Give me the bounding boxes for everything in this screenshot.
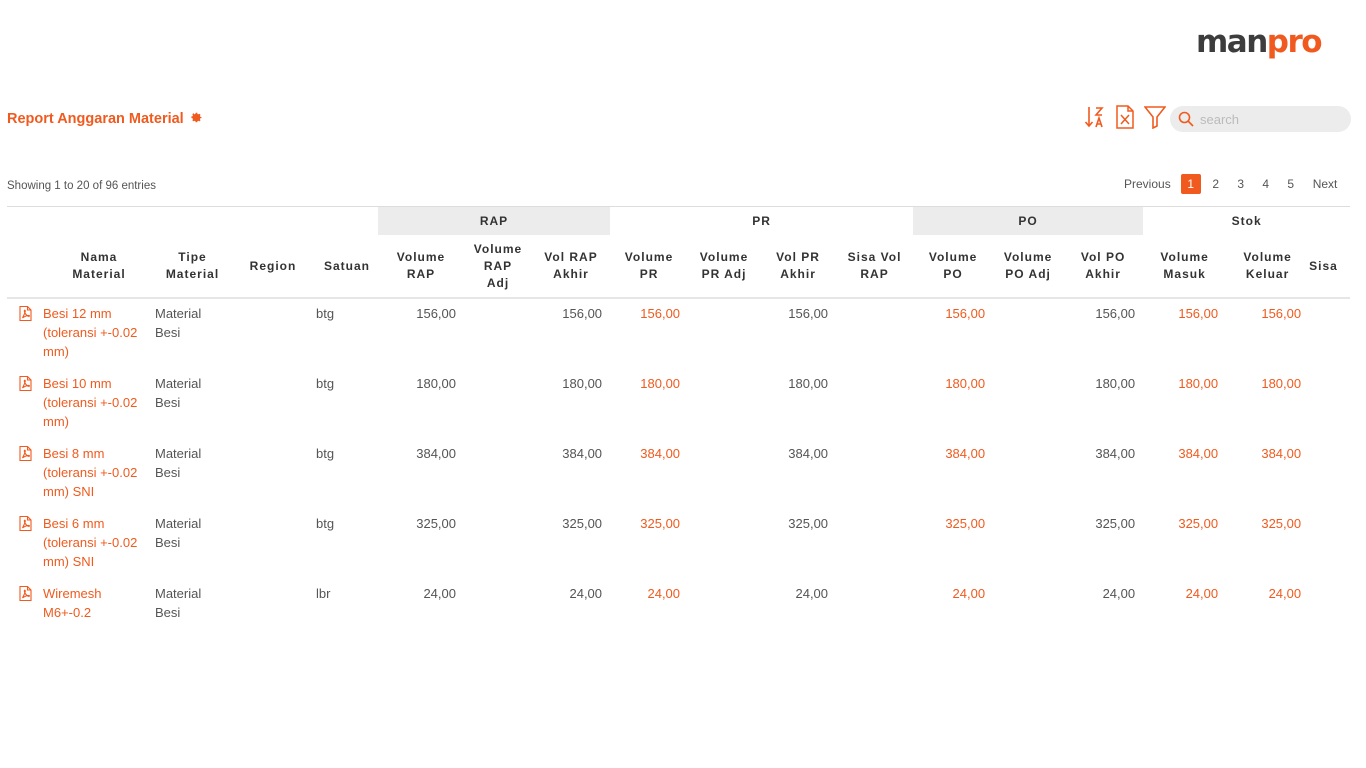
entries-info: Showing 1 to 20 of 96 entries — [7, 180, 156, 192]
col-sisa-vol-rap[interactable]: Sisa Vol RAP — [836, 235, 913, 298]
col-tipe-material[interactable]: Tipe Material — [155, 235, 230, 298]
search-box[interactable] — [1170, 106, 1351, 132]
table-row — [7, 298, 1350, 369]
group-header-rap: RAP — [378, 207, 610, 235]
pdf-icon[interactable] — [7, 369, 43, 439]
page-title — [7, 110, 203, 128]
satuan-cell: btg — [316, 376, 335, 391]
sisa-cell — [1309, 369, 1350, 439]
page-title-text: Report Anggaran Material — [7, 111, 184, 127]
col-volume-pr-adj[interactable]: Volume PR Adj — [688, 235, 760, 298]
pdf-icon[interactable] — [7, 298, 43, 369]
vol-rap-akhir-cell: 180,00 — [562, 376, 603, 391]
page-2-button[interactable]: 2 — [1212, 177, 1220, 191]
vol-rap-akhir-cell: 24,00 — [569, 586, 603, 601]
export-excel-icon[interactable] — [1114, 104, 1136, 130]
material-type: Material Besi — [155, 306, 202, 340]
vol-masuk-link[interactable]: 384,00 — [1178, 446, 1219, 461]
vol-rap-adj-cell — [464, 439, 532, 509]
material-type: Material Besi — [155, 446, 202, 480]
region-cell — [230, 509, 316, 579]
vol-po-adj-link[interactable] — [993, 579, 1063, 630]
vol-po-link[interactable]: 384,00 — [945, 446, 986, 461]
region-cell — [230, 579, 316, 630]
region-cell — [230, 298, 316, 369]
vol-keluar-link[interactable]: 325,00 — [1261, 516, 1302, 531]
vol-po-adj-link[interactable] — [993, 298, 1063, 369]
satuan-cell: lbr — [316, 586, 331, 601]
sisa-vol-rap-cell — [836, 509, 913, 579]
vol-pr-akhir-cell: 180,00 — [788, 376, 829, 391]
page-1-button[interactable]: 1 — [1181, 174, 1201, 194]
table-row — [7, 369, 1350, 439]
region-cell — [230, 439, 316, 509]
col-sisa[interactable]: Sisa — [1309, 235, 1350, 298]
vol-pr-link[interactable]: 180,00 — [640, 376, 681, 391]
vol-rap-cell: 384,00 — [416, 446, 456, 461]
vol-masuk-link[interactable]: 180,00 — [1178, 376, 1219, 391]
satuan-cell: btg — [316, 516, 335, 531]
vol-pr-link[interactable]: 384,00 — [640, 446, 681, 461]
vol-pr-link[interactable]: 325,00 — [640, 516, 681, 531]
page-5-button[interactable]: 5 — [1287, 177, 1295, 191]
vol-rap-cell: 24,00 — [423, 586, 456, 601]
vol-po-akhir-cell: 180,00 — [1095, 376, 1136, 391]
settings-gear-icon[interactable] — [189, 110, 203, 128]
sisa-vol-rap-cell — [836, 298, 913, 369]
col-volume-rap[interactable]: Volume RAP — [378, 235, 464, 298]
col-vol-po-akhir[interactable]: Vol PO Akhir — [1063, 235, 1143, 298]
vol-po-link[interactable]: 156,00 — [945, 306, 986, 321]
col-icon — [7, 235, 43, 298]
vol-masuk-link[interactable]: 156,00 — [1178, 306, 1219, 321]
vol-rap-akhir-cell: 156,00 — [562, 306, 603, 321]
vol-rap-akhir-cell: 384,00 — [562, 446, 603, 461]
pagination-next[interactable]: Next — [1312, 177, 1338, 191]
vol-po-akhir-cell: 384,00 — [1095, 446, 1136, 461]
vol-pr-akhir-cell: 325,00 — [788, 516, 829, 531]
manpro-logo — [1196, 24, 1321, 60]
pagination-previous[interactable]: Previous — [1124, 177, 1171, 191]
vol-rap-adj-cell — [464, 369, 532, 439]
vol-rap-adj-cell — [464, 298, 532, 369]
pdf-icon[interactable] — [7, 439, 43, 509]
col-volume-keluar[interactable]: Volume Keluar — [1226, 235, 1309, 298]
col-volume-po[interactable]: Volume PO — [913, 235, 993, 298]
vol-po-link[interactable]: 325,00 — [945, 516, 986, 531]
group-spacer — [7, 207, 378, 235]
sisa-vol-rap-cell — [836, 579, 913, 630]
vol-rap-akhir-cell: 325,00 — [562, 516, 603, 531]
table-row — [7, 439, 1350, 509]
vol-rap-adj-cell — [464, 579, 532, 630]
filter-icon[interactable] — [1144, 104, 1166, 130]
vol-po-adj-link[interactable] — [993, 369, 1063, 439]
vol-keluar-link[interactable]: 156,00 — [1261, 306, 1302, 321]
sisa-cell — [1309, 298, 1350, 369]
table-row — [7, 509, 1350, 579]
vol-rap-cell: 180,00 — [416, 376, 456, 391]
vol-rap-cell: 325,00 — [416, 516, 456, 531]
col-volume-pr[interactable]: Volume PR — [610, 235, 688, 298]
vol-rap-adj-cell — [464, 509, 532, 579]
vol-po-adj-link[interactable] — [993, 509, 1063, 579]
vol-po-akhir-cell: 24,00 — [1102, 586, 1136, 601]
vol-pr-link[interactable]: 156,00 — [640, 306, 681, 321]
vol-po-link[interactable]: 180,00 — [945, 376, 986, 391]
col-volume-rap-adj[interactable]: Volume RAP Adj — [464, 235, 532, 298]
sisa-cell — [1309, 509, 1350, 579]
page-4-button[interactable]: 4 — [1262, 177, 1270, 191]
material-name-link[interactable]: Besi 6 mm (toleransi +-0.02 mm) SNI — [43, 516, 138, 569]
vol-po-adj-link[interactable] — [993, 439, 1063, 509]
sisa-vol-rap-cell — [836, 439, 913, 509]
vol-masuk-link[interactable]: 325,00 — [1178, 516, 1219, 531]
material-type: Material Besi — [155, 376, 202, 410]
material-table-scroll[interactable] — [7, 206, 1350, 669]
col-nama-material[interactable]: Nama Material — [43, 235, 155, 298]
vol-keluar-link[interactable]: 24,00 — [1268, 586, 1302, 601]
material-name-link[interactable]: Wiremesh M6+-0.2 — [43, 586, 102, 620]
logo-text-pro: pro — [1266, 24, 1322, 60]
pagination — [1124, 174, 1337, 194]
table-body — [7, 298, 1350, 630]
group-header-po: PO — [913, 207, 1143, 235]
vol-pr-link[interactable]: 24,00 — [647, 586, 681, 601]
vol-po-akhir-cell: 156,00 — [1095, 306, 1136, 321]
sort-az-icon[interactable] — [1084, 104, 1106, 130]
sisa-cell — [1309, 439, 1350, 509]
satuan-cell: btg — [316, 306, 335, 321]
vol-pr-akhir-cell: 156,00 — [788, 306, 829, 321]
material-name-link[interactable]: Besi 8 mm (toleransi +-0.02 mm) SNI — [43, 446, 138, 499]
table-row — [7, 579, 1350, 630]
col-volume-masuk[interactable]: Volume Masuk — [1143, 235, 1226, 298]
logo-text-man: man — [1196, 24, 1267, 60]
vol-keluar-link[interactable]: 180,00 — [1261, 376, 1302, 391]
vol-pr-adj-link[interactable] — [688, 439, 760, 509]
sisa-cell — [1309, 579, 1350, 630]
vol-pr-adj-link[interactable] — [688, 369, 760, 439]
region-cell — [230, 369, 316, 439]
pdf-icon[interactable] — [7, 579, 43, 630]
col-satuan[interactable]: Satuan — [316, 235, 378, 298]
vol-po-link[interactable]: 24,00 — [952, 586, 986, 601]
search-input[interactable] — [1198, 111, 1342, 128]
col-vol-pr-akhir[interactable]: Vol PR Akhir — [760, 235, 836, 298]
toolbar — [1084, 104, 1166, 130]
material-name-link[interactable]: Besi 10 mm (toleransi +-0.02 mm) — [43, 376, 138, 429]
vol-pr-akhir-cell: 24,00 — [795, 586, 829, 601]
col-volume-po-adj[interactable]: Volume PO Adj — [993, 235, 1063, 298]
search-icon — [1178, 111, 1194, 127]
vol-keluar-link[interactable]: 384,00 — [1261, 446, 1302, 461]
col-region[interactable]: Region — [230, 235, 316, 298]
material-name-link[interactable]: Besi 12 mm (toleransi +-0.02 mm) — [43, 306, 138, 359]
material-budget-table — [7, 207, 1350, 630]
material-type: Material Besi — [155, 516, 202, 550]
vol-masuk-link[interactable]: 24,00 — [1185, 586, 1219, 601]
col-vol-rap-akhir[interactable]: Vol RAP Akhir — [532, 235, 610, 298]
satuan-cell: btg — [316, 446, 335, 461]
vol-po-akhir-cell: 325,00 — [1095, 516, 1136, 531]
vol-rap-cell: 156,00 — [416, 306, 456, 321]
vol-pr-adj-link[interactable] — [688, 509, 760, 579]
group-header-stok: Stok — [1231, 213, 1262, 228]
page-3-button[interactable]: 3 — [1237, 177, 1245, 191]
sisa-vol-rap-cell — [836, 369, 913, 439]
material-type: Material Besi — [155, 586, 202, 620]
group-header-pr: PR — [752, 213, 771, 228]
vol-pr-adj-link[interactable] — [688, 579, 760, 630]
vol-pr-adj-link[interactable] — [688, 298, 760, 369]
pdf-icon[interactable] — [7, 509, 43, 579]
vol-pr-akhir-cell: 384,00 — [788, 446, 829, 461]
